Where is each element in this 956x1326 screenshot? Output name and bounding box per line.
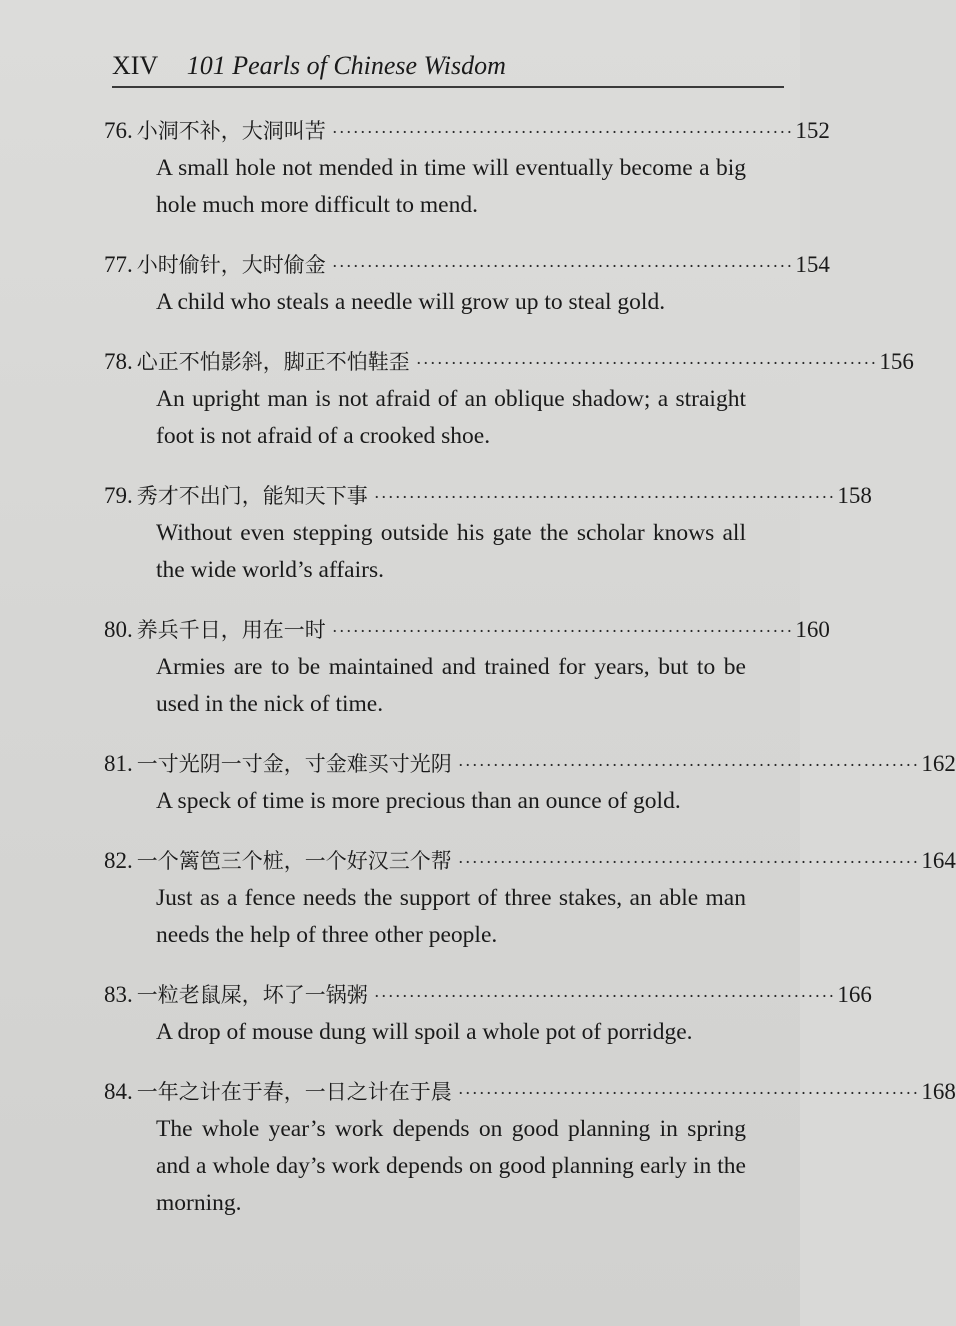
entry-chinese-proverb: 一寸光阴一寸金，寸金难买寸光阴 bbox=[136, 752, 452, 776]
entry-chinese-proverb: 养兵千日，用在一时 bbox=[136, 618, 326, 642]
contents-entry-82 bbox=[104, 842, 956, 954]
entry-number: 80. bbox=[104, 617, 133, 642]
entry-page-number: 156 bbox=[879, 349, 914, 374]
contents-entry-77 bbox=[104, 246, 830, 321]
entry-heading bbox=[104, 112, 830, 150]
entry-chinese-proverb: 一年之计在于春，一日之计在于晨 bbox=[136, 1080, 452, 1104]
dot-leader: ·································································· bbox=[415, 353, 878, 373]
contents-entry-80 bbox=[104, 611, 830, 723]
entry-page-number: 162 bbox=[921, 751, 956, 776]
entry-english-translation: A child who steals a needle will grow up to steal gold. bbox=[156, 289, 666, 315]
contents-entry-79 bbox=[104, 477, 872, 589]
dot-leader: ·································································· bbox=[457, 1083, 920, 1103]
entry-english-translation: A small hole not mended in time will eventually become a big hole much more difficult to mend. bbox=[156, 155, 746, 218]
dot-leader: ·································································· bbox=[331, 256, 794, 276]
running-head bbox=[112, 48, 784, 88]
entry-number: 79. bbox=[104, 483, 133, 508]
entry-english-translation: A speck of time is more precious than an ounce of gold. bbox=[156, 788, 681, 814]
entry-page-number: 166 bbox=[837, 982, 872, 1007]
entry-heading bbox=[104, 343, 914, 381]
contents-entry-78 bbox=[104, 343, 914, 455]
dot-leader: ·································································· bbox=[373, 487, 836, 507]
contents-entry-76 bbox=[104, 112, 830, 224]
entry-chinese-proverb: 小洞不补，大洞叫苦 bbox=[136, 119, 326, 143]
entry-english-translation: Armies are to be maintained and trained for years, but to be used in the nick of time. bbox=[156, 654, 746, 717]
entry-page-number: 158 bbox=[837, 483, 872, 508]
entry-heading bbox=[104, 477, 872, 515]
dot-leader: ·································································· bbox=[331, 122, 794, 142]
dot-leader: ·································································· bbox=[373, 986, 836, 1006]
entry-english-translation: The whole year’s work depends on good planning in spring and a whole day’s work depends on good planning early in the morning. bbox=[156, 1116, 746, 1216]
entry-heading bbox=[104, 246, 830, 284]
entry-page-number: 168 bbox=[921, 1079, 956, 1104]
entry-number: 77. bbox=[104, 252, 133, 277]
entry-heading bbox=[104, 976, 872, 1014]
entry-english-translation: Without even stepping outside his gate the scholar knows all the wide world’s affairs. bbox=[156, 520, 746, 583]
book-title: 101 Pearls of Chinese Wisdom bbox=[186, 51, 506, 80]
entry-page-number: 152 bbox=[795, 118, 830, 143]
dot-leader: ·································································· bbox=[457, 755, 920, 775]
contents-entry-83 bbox=[104, 976, 872, 1051]
contents-entry-81 bbox=[104, 745, 956, 820]
entry-page-number: 154 bbox=[795, 252, 830, 277]
entry-number: 84. bbox=[104, 1079, 133, 1104]
entry-number: 82. bbox=[104, 848, 133, 873]
entry-number: 76. bbox=[104, 118, 133, 143]
entry-heading bbox=[104, 842, 956, 880]
entry-number: 78. bbox=[104, 349, 133, 374]
entry-heading bbox=[104, 745, 956, 783]
entry-page-number: 164 bbox=[921, 848, 956, 873]
entry-number: 83. bbox=[104, 982, 133, 1007]
entry-english-translation: An upright man is not afraid of an oblique shadow; a straight foot is not afraid of a crooked shoe. bbox=[156, 386, 746, 449]
entry-english-translation: Just as a fence needs the support of three stakes, an able man needs the help of three other people. bbox=[156, 885, 746, 948]
entry-heading bbox=[104, 611, 830, 649]
entry-heading bbox=[104, 1073, 956, 1111]
entry-chinese-proverb: 一个篱笆三个桩，一个好汉三个帮 bbox=[136, 849, 452, 873]
contents-entry-84 bbox=[104, 1073, 956, 1222]
entry-english-translation: A drop of mouse dung will spoil a whole pot of porridge. bbox=[156, 1019, 693, 1045]
contents-list bbox=[104, 112, 956, 1244]
dot-leader: ·································································· bbox=[331, 621, 794, 641]
page-folio: XIV bbox=[112, 51, 159, 80]
entry-number: 81. bbox=[104, 751, 133, 776]
entry-chinese-proverb: 小时偷针，大时偷金 bbox=[136, 253, 326, 277]
entry-chinese-proverb: 一粒老鼠屎，坏了一锅粥 bbox=[136, 983, 368, 1007]
dot-leader: ·································································· bbox=[457, 852, 920, 872]
entry-chinese-proverb: 秀才不出门，能知天下事 bbox=[136, 484, 368, 508]
entry-chinese-proverb: 心正不怕影斜，脚正不怕鞋歪 bbox=[136, 350, 410, 374]
entry-page-number: 160 bbox=[795, 617, 830, 642]
